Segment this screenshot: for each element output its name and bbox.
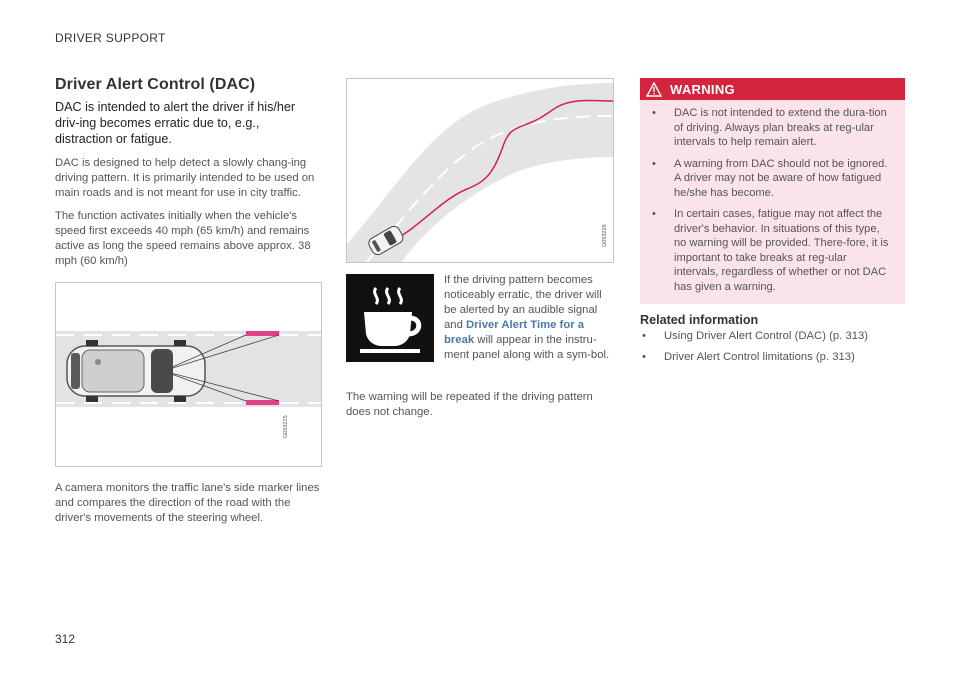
warning-item: • In certain cases, fatigue may not affect the driver's behavior. In situations of this type, no warning will be provided. There-fore, it is important to take breaks at reg-ular intervals, regardless of whether or not DAC has given a warning. bbox=[650, 207, 893, 294]
repeat-paragraph: The warning will be repeated if the driving pattern does not change. bbox=[346, 391, 593, 418]
related-link-text[interactable]: Using Driver Alert Control (DAC) (p. 313) bbox=[664, 330, 869, 342]
section-header: DRIVER SUPPORT bbox=[55, 31, 166, 45]
related-information bbox=[640, 313, 905, 371]
warning-item-text: In certain cases, fatigue may not affect the driver's behavior. In situations of this type, no warning will be provided. There-fore, it is important to take breaks at reg-ular intervals, regardless of whether or not DAC has given a warning. bbox=[674, 208, 889, 293]
related-link[interactable]: • Driver Alert Control limitations (p. 313) bbox=[642, 351, 855, 363]
paragraph-activation: The function activates initially when the vehicle's speed first exceeds 40 mph (65 km/h) and remains active as long the speed remains above approx. 38 mph (60 km/h) bbox=[55, 210, 311, 267]
car-top-view bbox=[67, 340, 205, 402]
coffee-cup-icon bbox=[346, 274, 434, 362]
road-curve-illustration bbox=[347, 79, 613, 262]
warning-title: WARNING bbox=[670, 81, 735, 97]
alert-text-end: will appear in the instru-ment panel along with a sym-bol. bbox=[444, 334, 610, 361]
warning-item: • DAC is not intended to extend the dura-tion of driving. Always plan breaks at reg-ular intervals to help remain alert. bbox=[650, 106, 893, 150]
column-middle bbox=[346, 78, 614, 263]
warning-triangle-icon bbox=[646, 82, 662, 97]
left-marker bbox=[246, 331, 279, 336]
car-lane-illustration bbox=[56, 283, 321, 466]
warning-header bbox=[640, 78, 905, 100]
figure-code: G053226 bbox=[602, 224, 608, 247]
coffee-cup-symbol bbox=[346, 274, 434, 362]
warning-body bbox=[640, 100, 905, 304]
alert-description bbox=[444, 273, 616, 363]
figure-code: G053225 bbox=[283, 415, 289, 438]
page-title: Driver Alert Control (DAC) bbox=[55, 76, 256, 93]
figure-caption: A camera monitors the traffic lane's side marker lines and compares the direction of the road with the driver's movements of the steering wheel. bbox=[55, 482, 320, 524]
lead-paragraph: DAC is intended to alert the driver if his/her driv-ing becomes erratic due to, e.g., distraction or fatigue. bbox=[55, 100, 296, 146]
related-link-text[interactable]: Driver Alert Control limitations (p. 313) bbox=[664, 351, 855, 363]
page-number: 312 bbox=[55, 632, 76, 646]
right-marker bbox=[246, 400, 279, 405]
warning-item-text: A warning from DAC should not be ignored. A driver may not be aware of how fatigued he/she has become. bbox=[674, 157, 888, 199]
alert-text-start: If the driving pattern becomes noticeably erratic, the driver will be alerted by an audible signal and bbox=[444, 274, 602, 331]
paragraph-design: DAC is designed to help detect a slowly chang-ing driving pattern. It is primarily intended to be used on main roads and is not meant for use in city traffic. bbox=[55, 157, 315, 199]
warning-item: • A warning from DAC should not be ignored. A driver may not be aware of how fatigued he/she has become. bbox=[650, 157, 893, 201]
figure-erratic-path bbox=[346, 78, 614, 263]
warning-box bbox=[640, 78, 905, 304]
figure-camera-lane bbox=[55, 282, 322, 467]
alert-message-highlight: Driver Alert Time for a break bbox=[444, 319, 585, 346]
related-title: Related information bbox=[640, 313, 759, 327]
related-link[interactable]: • Using Driver Alert Control (DAC) (p. 313) bbox=[642, 330, 869, 342]
column-left bbox=[55, 76, 320, 534]
warning-item-text: DAC is not intended to extend the dura-tion of driving. Always plan breaks at reg-ular intervals to help remain alert. bbox=[674, 107, 887, 148]
